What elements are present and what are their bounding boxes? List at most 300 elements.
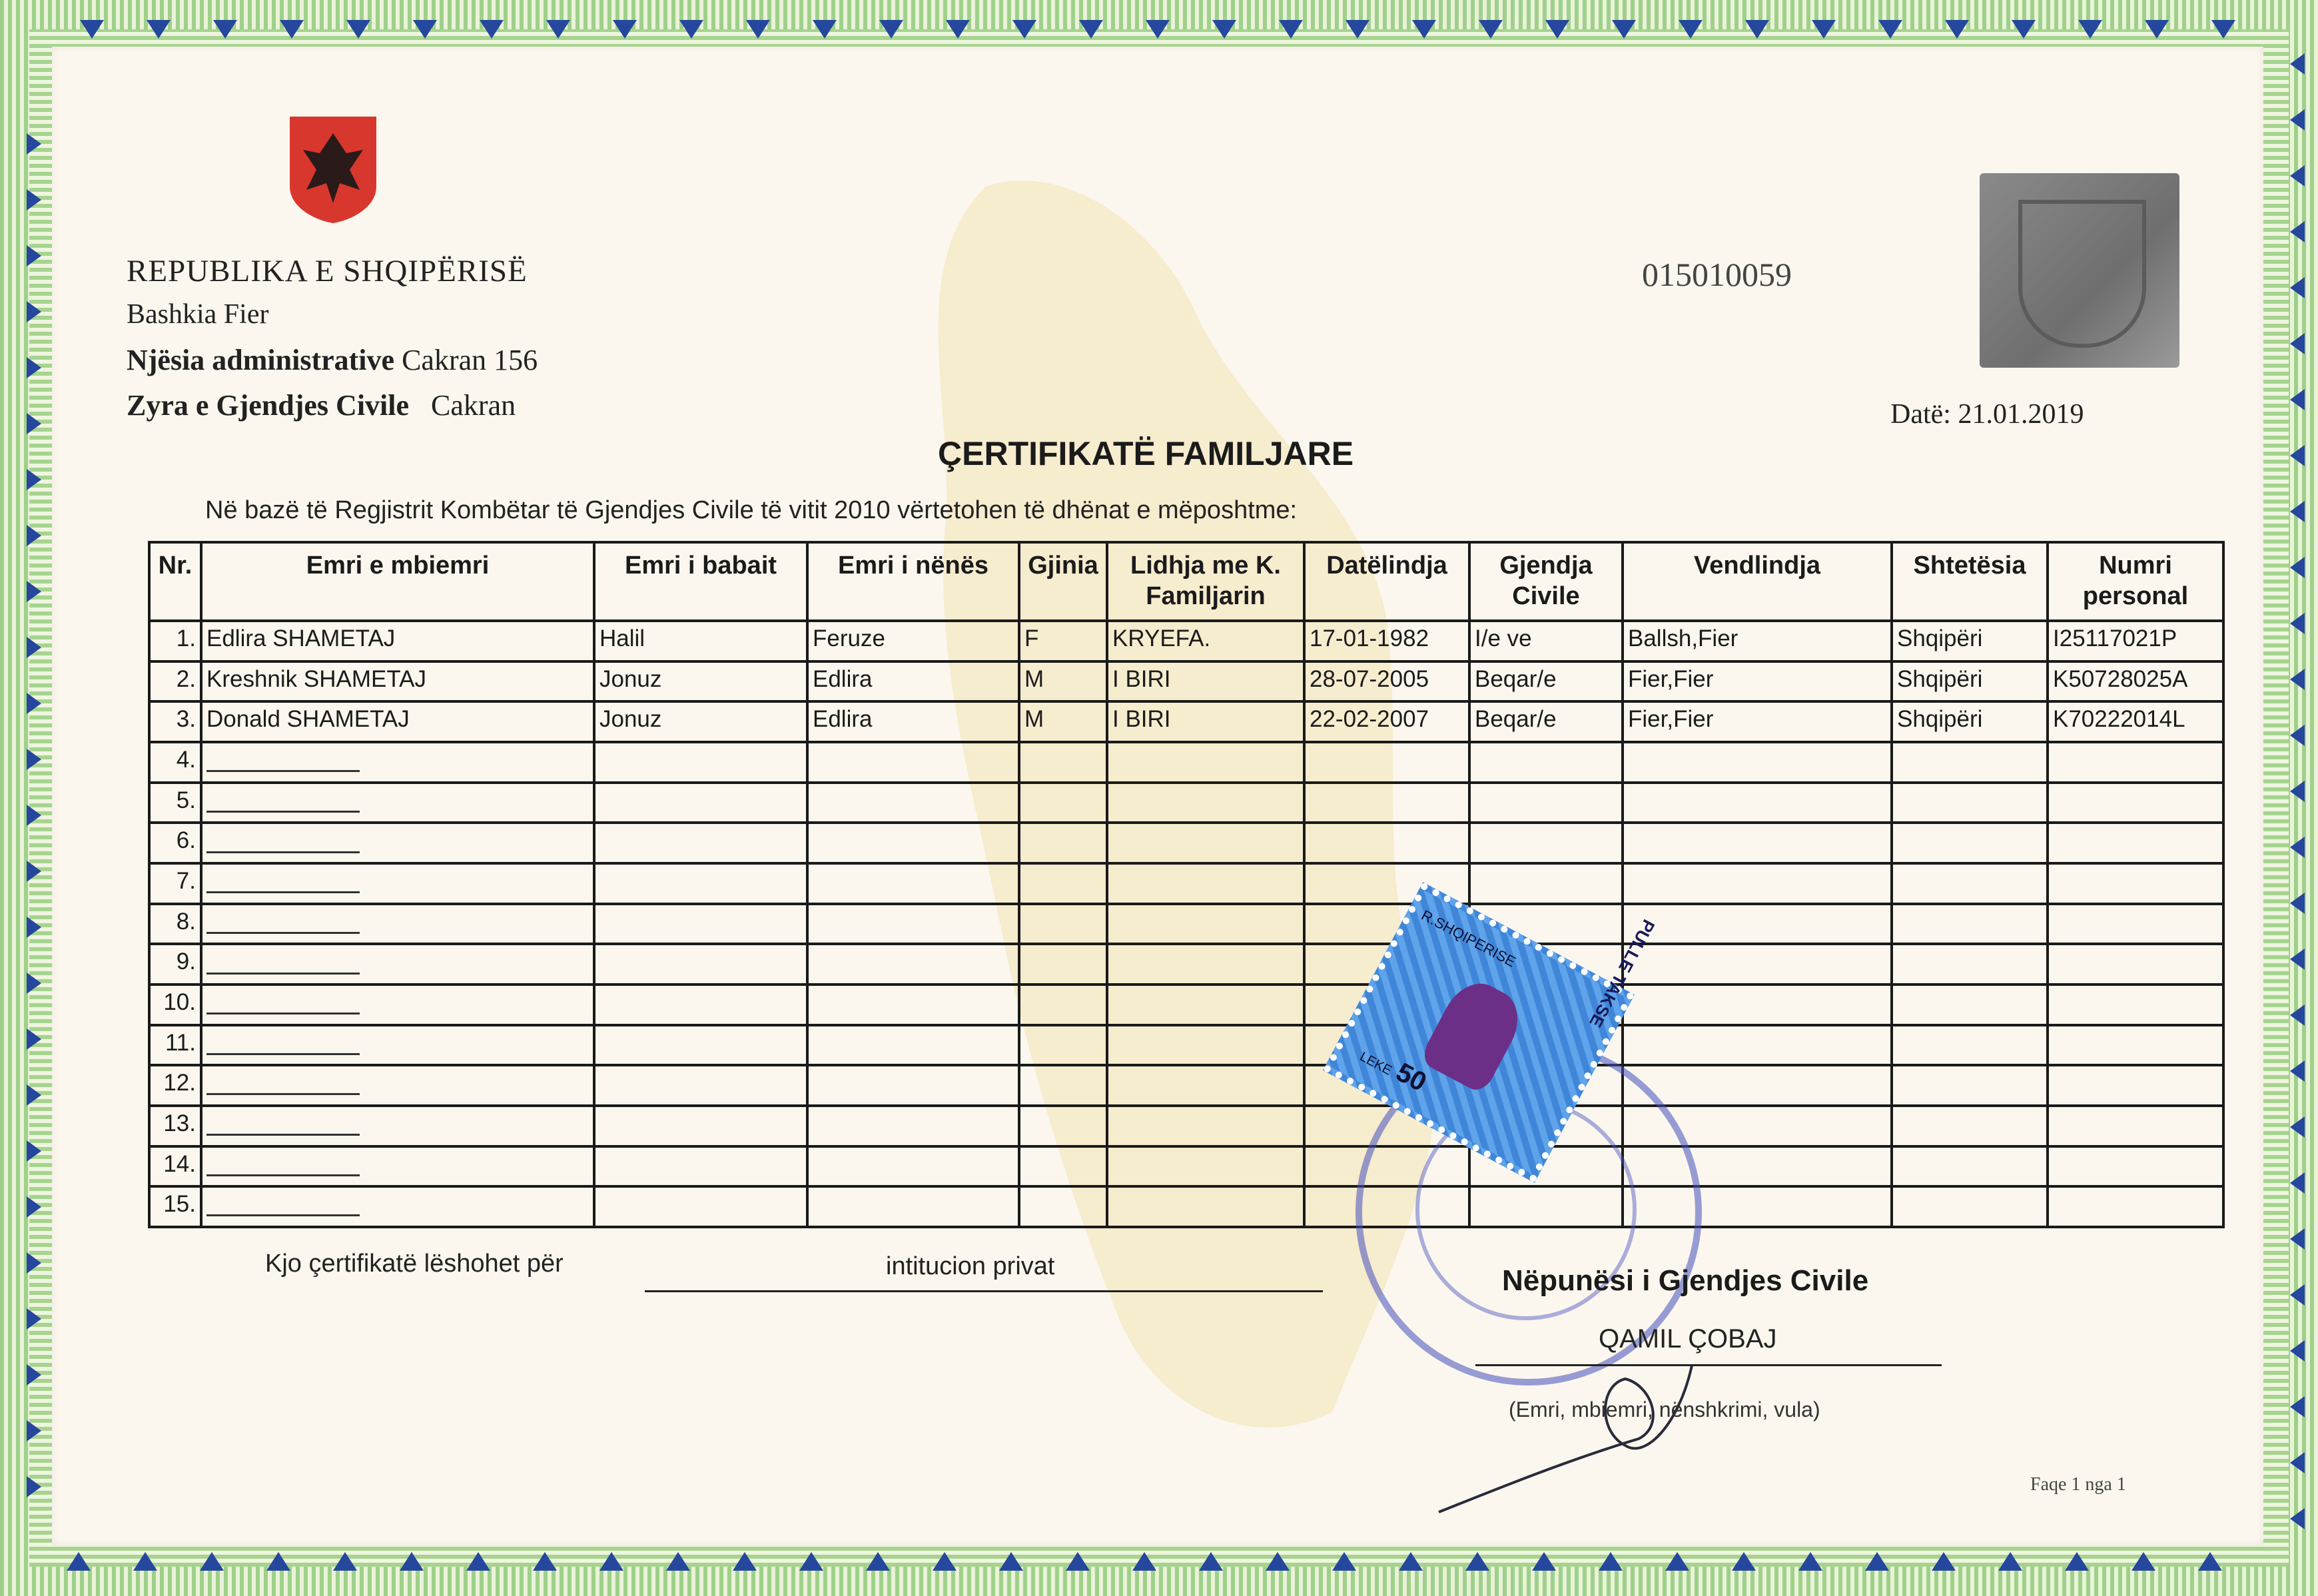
border-triangle [2278, 165, 2305, 187]
cell-empty [1623, 985, 1892, 1025]
cell-birthplace: Fier,Fier [1623, 661, 1892, 702]
hologram-seal [1980, 173, 2179, 368]
cell-citizenship: Shqipëri [1892, 621, 2048, 661]
blank-line [206, 912, 360, 934]
border-triangle [1865, 1552, 1889, 1571]
border-triangle [2278, 277, 2305, 298]
cell-empty [2048, 742, 2223, 783]
cell-mother: Edlira [807, 701, 1019, 742]
table-row [149, 701, 2223, 742]
cell-empty [594, 944, 807, 985]
border-triangle [1545, 20, 1569, 39]
cell-empty [1019, 1025, 1107, 1066]
cell-gender: M [1019, 701, 1107, 742]
table-row [149, 621, 2223, 661]
column-header: Nr. [149, 542, 201, 621]
cell-empty [1107, 1025, 1304, 1066]
cell-empty [1107, 742, 1304, 783]
signatory-note: (Emri, mbiemri, nënshkrimi, vula) [1509, 1397, 1820, 1421]
cell-empty [1469, 863, 1623, 904]
border-triangle [27, 301, 53, 322]
column-header: Vendlindja [1623, 542, 1892, 621]
cell-name-blank [201, 1186, 594, 1227]
cell-nr: 6. [149, 823, 201, 863]
cell-empty [1107, 1065, 1304, 1106]
cell-empty [594, 742, 807, 783]
border-triangle [2278, 669, 2305, 690]
municipality: Bashkia Fier [127, 299, 269, 330]
border-triangle [1212, 20, 1236, 39]
border-triangle [27, 1084, 53, 1106]
handwritten-signature [1425, 1326, 1705, 1525]
border-triangle [27, 189, 53, 210]
cell-empty [807, 904, 1019, 945]
cell-nr: 15. [149, 1186, 201, 1227]
border-triangle [2278, 1172, 2305, 1194]
column-header: Emri i babait [594, 542, 807, 621]
border-triangle [1878, 20, 1902, 39]
cell-name: Edlira SHAMETAJ [201, 621, 594, 661]
border-triangle [1745, 20, 1769, 39]
page-number: Faqe 1 nga 1 [2030, 1474, 2126, 1495]
intro-text: Në bazë të Regjistrit Kombëtar të Gjendjes Civile të vitit 2010 vërtetohen të dhënat e mëposhtme: [205, 496, 1298, 524]
cell-name: Kreshnik SHAMETAJ [201, 661, 594, 702]
cell-empty [2048, 1186, 2223, 1227]
border-triangle [2278, 445, 2305, 466]
blank-line [206, 1073, 360, 1095]
border-triangle [133, 1552, 157, 1571]
border-triangle [813, 20, 837, 39]
blank-line [206, 791, 360, 813]
tax-stamp-unit: LEKE [1357, 1049, 1395, 1078]
cell-name-blank [201, 944, 594, 985]
cell-empty [1892, 1146, 2048, 1187]
cell-empty [594, 1065, 807, 1106]
cell-empty [1892, 1106, 2048, 1146]
border-triangle [679, 20, 703, 39]
border-triangle [413, 20, 437, 39]
border-triangle [480, 20, 504, 39]
cell-nr: 14. [149, 1146, 201, 1187]
border-triangle [1012, 20, 1036, 39]
border-triangle [2278, 557, 2305, 578]
blank-line [206, 1033, 360, 1055]
border-triangle [2278, 725, 2305, 746]
cell-empty [1107, 904, 1304, 945]
cell-name-blank [201, 1065, 594, 1106]
border-triangle [2145, 20, 2169, 39]
cell-nr: 8. [149, 904, 201, 945]
blank-line [206, 871, 360, 893]
border-triangle [27, 637, 53, 658]
tax-stamp-top: PULLE TAKSE [1585, 916, 1659, 1031]
cell-empty [2048, 1146, 2223, 1187]
cell-empty [1892, 823, 2048, 863]
border-triangle [2012, 20, 2036, 39]
cell-name-blank [201, 1106, 594, 1146]
bottom-triangle-border [67, 1552, 2222, 1571]
cell-empty [2048, 823, 2223, 863]
cell-empty [1892, 1186, 2048, 1227]
cell-empty [1019, 1186, 1107, 1227]
column-header: Emri e mbiemri [201, 542, 594, 621]
border-triangle [280, 20, 304, 39]
border-triangle [27, 245, 53, 266]
blank-line [206, 831, 360, 853]
cell-empty [1623, 944, 1892, 985]
border-triangle [533, 1552, 557, 1571]
cell-empty [1107, 944, 1304, 985]
border-triangle [613, 20, 637, 39]
cell-dob: 22-02-2007 [1304, 701, 1469, 742]
border-triangle [2278, 1004, 2305, 1026]
border-triangle [27, 1196, 53, 1218]
column-header: Lidhja me K. Familjarin [1107, 542, 1304, 621]
border-triangle [2278, 613, 2305, 634]
cell-empty [594, 985, 807, 1025]
border-triangle [2278, 501, 2305, 522]
cell-empty [2048, 904, 2223, 945]
border-triangle [466, 1552, 490, 1571]
cell-empty [1892, 742, 2048, 783]
border-triangle [27, 581, 53, 602]
cell-empty [807, 1065, 1019, 1106]
cell-citizenship: Shqipëri [1892, 701, 2048, 742]
cell-empty [1019, 1065, 1107, 1106]
border-triangle [1332, 1552, 1356, 1571]
cell-empty [1019, 823, 1107, 863]
border-triangle [346, 20, 370, 39]
cell-empty [1469, 742, 1623, 783]
border-triangle [999, 1552, 1023, 1571]
cell-empty [807, 1186, 1019, 1227]
cell-father: Jonuz [594, 661, 807, 702]
border-triangle [2278, 1060, 2305, 1082]
cell-nr: 7. [149, 863, 201, 904]
albania-emblem-icon [286, 113, 380, 223]
border-triangle [266, 1552, 290, 1571]
border-triangle [879, 20, 903, 39]
cell-empty [2048, 985, 2223, 1025]
cell-name-blank [201, 863, 594, 904]
border-triangle [2278, 837, 2305, 858]
cell-empty [1469, 823, 1623, 863]
column-header: Shtetësia [1892, 542, 2048, 621]
column-header: Gjendja Civile [1469, 542, 1623, 621]
cell-empty [2048, 863, 2223, 904]
cell-name-blank [201, 904, 594, 945]
border-triangle [1266, 1552, 1290, 1571]
cell-empty [2048, 1106, 2223, 1146]
cell-empty [594, 1025, 807, 1066]
border-triangle [1346, 20, 1369, 39]
cell-empty [1623, 1025, 1892, 1066]
border-triangle [27, 1252, 53, 1274]
table-row-empty [149, 1146, 2223, 1187]
cell-name: Donald SHAMETAJ [201, 701, 594, 742]
cell-dob: 17-01-1982 [1304, 621, 1469, 661]
cell-empty [1892, 904, 2048, 945]
table-row-empty [149, 1186, 2223, 1227]
cell-empty [2048, 1065, 2223, 1106]
cell-nr: 5. [149, 783, 201, 823]
top-triangle-border [80, 20, 2235, 39]
cell-empty [2048, 1025, 2223, 1066]
cell-status: I/e ve [1469, 621, 1623, 661]
cell-relation: I BIRI [1107, 701, 1304, 742]
cell-empty [1304, 783, 1469, 823]
issued-for-line [645, 1290, 1323, 1292]
cell-empty [1892, 1025, 2048, 1066]
issued-for-value: intitucion privat [886, 1252, 1055, 1280]
tax-stamp-side: R.SHQIPERISE [1418, 907, 1519, 971]
cell-gender: F [1019, 621, 1107, 661]
border-triangle [27, 973, 53, 994]
cell-empty [807, 863, 1019, 904]
blank-line [206, 1154, 360, 1176]
cell-nr: 12. [149, 1065, 201, 1106]
cell-empty [594, 863, 807, 904]
cell-empty [1019, 904, 1107, 945]
cell-relation: KRYEFA. [1107, 621, 1304, 661]
border-triangle [1798, 1552, 1822, 1571]
cell-personal-no: K50728025A [2048, 661, 2223, 702]
cell-empty [1623, 863, 1892, 904]
border-triangle [27, 1476, 53, 1497]
cell-status: Beqar/e [1469, 701, 1623, 742]
cell-personal-no: I25117021P [2048, 621, 2223, 661]
border-triangle [1679, 20, 1703, 39]
cell-empty [807, 1025, 1019, 1066]
cell-name-blank [201, 1146, 594, 1187]
border-triangle [1279, 20, 1303, 39]
cell-name-blank [201, 823, 594, 863]
border-triangle [933, 1552, 957, 1571]
border-triangle [27, 357, 53, 378]
civil-office-value: Cakran [431, 389, 516, 422]
border-triangle [2065, 1552, 2089, 1571]
cell-name-blank [201, 742, 594, 783]
border-triangle [1732, 1552, 1756, 1571]
border-triangle [333, 1552, 357, 1571]
cell-empty [1019, 985, 1107, 1025]
cell-father: Halil [594, 621, 807, 661]
cell-empty [1107, 985, 1304, 1025]
cell-birthplace: Ballsh,Fier [1623, 621, 1892, 661]
cell-nr: 2. [149, 661, 201, 702]
signatory-title: Nëpunësi i Gjendjes Civile [1502, 1264, 1869, 1297]
cell-nr: 1. [149, 621, 201, 661]
stamp-figure [1418, 973, 1530, 1095]
cell-mother: Edlira [807, 661, 1019, 702]
column-header: Emri i nënës [807, 542, 1019, 621]
border-triangle [1066, 1552, 1090, 1571]
border-triangle [733, 1552, 757, 1571]
border-triangle [746, 20, 770, 39]
cell-empty [1892, 783, 2048, 823]
table-row-empty [149, 823, 2223, 863]
border-triangle [1399, 1552, 1423, 1571]
blank-line [206, 1194, 360, 1216]
border-triangle [2278, 1452, 2305, 1473]
border-triangle [67, 1552, 91, 1571]
border-triangle [27, 469, 53, 490]
cell-empty [1892, 985, 2048, 1025]
cell-empty [1623, 1065, 1892, 1106]
cell-empty [594, 904, 807, 945]
border-triangle [2278, 1508, 2305, 1529]
border-triangle [599, 1552, 623, 1571]
cell-empty [2048, 944, 2223, 985]
cell-empty [1107, 1146, 1304, 1187]
cell-nr: 3. [149, 701, 201, 742]
cell-gender: M [1019, 661, 1107, 702]
border-triangle [2211, 20, 2235, 39]
table-row-empty [149, 944, 2223, 985]
cell-empty [807, 742, 1019, 783]
border-triangle [1612, 20, 1636, 39]
cell-empty [594, 1186, 807, 1227]
cell-nr: 4. [149, 742, 201, 783]
border-triangle [27, 1420, 53, 1441]
cell-empty [807, 1106, 1019, 1146]
border-triangle [866, 1552, 890, 1571]
cell-empty [1019, 1106, 1107, 1146]
cell-empty [1469, 783, 1623, 823]
column-header: Numri personal [2048, 542, 2223, 621]
border-triangle [27, 1308, 53, 1330]
column-header: Gjinia [1019, 542, 1107, 621]
border-triangle [27, 749, 53, 770]
cell-empty [1623, 742, 1892, 783]
admin-unit-label: Njësia administrative [127, 344, 395, 376]
border-triangle [27, 805, 53, 826]
border-triangle [946, 20, 970, 39]
table-row-empty [149, 1025, 2223, 1066]
family-table [148, 541, 2225, 1228]
civil-office-label: Zyra e Gjendjes Civile [127, 389, 410, 422]
cell-relation: I BIRI [1107, 661, 1304, 702]
cell-empty [1304, 742, 1469, 783]
blank-line [206, 953, 360, 975]
table-row [149, 661, 2223, 702]
border-triangle [2278, 221, 2305, 242]
cell-father: Jonuz [594, 701, 807, 742]
border-triangle [27, 1364, 53, 1386]
border-triangle [1998, 1552, 2022, 1571]
border-triangle [1132, 1552, 1156, 1571]
border-triangle [1479, 20, 1503, 39]
cell-empty [1107, 1186, 1304, 1227]
border-triangle [2198, 1552, 2222, 1571]
table-row-empty [149, 1065, 2223, 1106]
border-triangle [666, 1552, 690, 1571]
blank-line [206, 750, 360, 772]
border-triangle [200, 1552, 224, 1571]
border-triangle [2278, 1396, 2305, 1417]
republic-name: REPUBLIKA E SHQIPËRISË [127, 254, 528, 288]
border-triangle [1599, 1552, 1623, 1571]
cell-empty [1019, 1146, 1107, 1187]
border-triangle [147, 20, 171, 39]
cell-personal-no: K70222014L [2048, 701, 2223, 742]
border-triangle [2278, 1116, 2305, 1138]
table-row-empty [149, 783, 2223, 823]
cell-empty [594, 783, 807, 823]
cell-empty [1019, 944, 1107, 985]
border-triangle [27, 693, 53, 714]
border-triangle [1199, 1552, 1223, 1571]
cell-nr: 13. [149, 1106, 201, 1146]
border-triangle [2278, 109, 2305, 131]
border-triangle [1465, 1552, 1489, 1571]
border-triangle [2278, 781, 2305, 802]
border-triangle [2278, 53, 2305, 75]
border-triangle [2278, 1284, 2305, 1306]
cell-empty [1892, 863, 2048, 904]
cell-citizenship: Shqipëri [1892, 661, 2048, 702]
table-row-empty [149, 1106, 2223, 1146]
cell-empty [807, 783, 1019, 823]
border-triangle [2278, 1340, 2305, 1362]
cell-empty [594, 823, 807, 863]
cell-birthplace: Fier,Fier [1623, 701, 1892, 742]
table-row-empty [149, 742, 2223, 783]
tax-stamp-value: 50 [1391, 1057, 1431, 1098]
right-triangle-border [2278, 53, 2305, 1529]
table-header-row [149, 542, 2223, 621]
cell-empty [594, 1146, 807, 1187]
cell-empty [1107, 863, 1304, 904]
border-triangle [1932, 1552, 1956, 1571]
border-triangle [400, 1552, 424, 1571]
cell-name-blank [201, 783, 594, 823]
cell-empty [1623, 904, 1892, 945]
blank-line [206, 1114, 360, 1136]
admin-unit [127, 343, 538, 377]
cell-empty [594, 1106, 807, 1146]
border-triangle [2278, 389, 2305, 410]
border-triangle [1945, 20, 1969, 39]
border-triangle [27, 525, 53, 546]
admin-unit-value: Cakran 156 [402, 344, 538, 376]
document-number: 015010059 [1642, 256, 1792, 293]
table-row-empty [149, 863, 2223, 904]
cell-status: Beqar/e [1469, 661, 1623, 702]
cell-empty [1019, 863, 1107, 904]
border-triangle [1412, 20, 1436, 39]
column-header: Datëlindja [1304, 542, 1469, 621]
border-triangle [27, 1028, 53, 1050]
cell-empty [807, 1146, 1019, 1187]
border-triangle [27, 133, 53, 155]
blank-line [206, 993, 360, 1014]
border-triangle [27, 917, 53, 938]
issued-for-label: Kjo çertifikatë lëshohet për [265, 1250, 564, 1278]
cell-empty [807, 985, 1019, 1025]
cell-nr: 10. [149, 985, 201, 1025]
left-triangle-border [27, 133, 53, 1497]
cell-empty [1019, 783, 1107, 823]
border-triangle [80, 20, 104, 39]
border-triangle [1079, 20, 1103, 39]
cell-empty [807, 944, 1019, 985]
cell-empty [1107, 783, 1304, 823]
border-triangle [2131, 1552, 2155, 1571]
signatory-name: QAMIL ÇOBAJ [1599, 1324, 1777, 1354]
cell-empty [1623, 783, 1892, 823]
border-triangle [2278, 1228, 2305, 1250]
